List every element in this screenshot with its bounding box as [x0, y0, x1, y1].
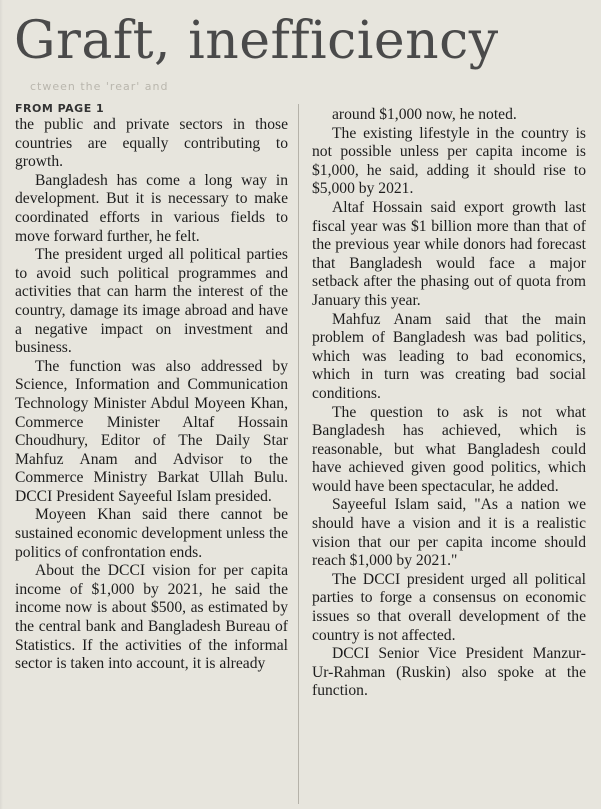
- paragraph: The question to ask is not what Bangladesh has achieved, which is reasonable, but what Bangladesh could have achieved given good politics, which would have been spectacular, he added.: [312, 403, 586, 495]
- paragraph: Moyeen Khan said there cannot be sustained economic development unless the politics of confrontation ends.: [15, 506, 288, 561]
- paragraph: Mahfuz Anam said that the main problem of Bangladesh was bad politics, which was leading to bad economics, which in turn was creating bad social conditions.: [312, 310, 586, 402]
- headline: Graft, inefficiency: [14, 11, 499, 71]
- bleed-through-text: ctween the 'rear' and: [30, 80, 169, 93]
- paragraph: The function was also addressed by Science, Information and Communication Technology Minister Abdul Moyeen Khan, Commerce Minister Altaf Hossain Choudhury, Editor of The Daily Star Mahfuz Anam and Advisor to the Commerce Ministry Barkat Ullah Bulu. DCCI President Sayeeful Islam presided.: [15, 357, 288, 505]
- right-column: [312, 106, 586, 701]
- paragraph: Altaf Hossain said export growth last fiscal year was $1 billion more than that of the previous year while donors had forecast that Bangladesh would face a major setback after the phasing out of quota from January this year.: [312, 198, 586, 309]
- column-divider: [298, 104, 299, 804]
- paragraph: DCCI Senior Vice President Manzur-Ur-Rahman (Ruskin) also spoke at the function.: [312, 645, 586, 700]
- paragraph: Bangladesh has come a long way in development. But it is necessary to make coordinated efforts in various fields to move forward further, he felt.: [15, 171, 288, 245]
- paragraph: the public and private sectors in those countries are equally contributing to growth.: [15, 116, 288, 171]
- left-column: [15, 102, 288, 674]
- paragraph: The DCCI president urged all political parties to forge a consensus on economic issues so that overall development of the country is not affected.: [312, 570, 586, 644]
- kicker: FROM PAGE 1: [15, 102, 105, 115]
- paragraph: around $1,000 now, he noted.: [332, 106, 517, 123]
- paragraph: About the DCCI vision for per capita income of $1,000 by 2021, he said the income now is about $500, as estimated by the central bank and Bangladesh Bureau of Statistics. If the activities of the informal sector is taken into account, it is already: [15, 562, 288, 673]
- paragraph: The president urged all political parties to avoid such political programmes and activities that can harm the interest of the country, damage its image abroad and have a negative impact on investment and business.: [15, 246, 288, 357]
- paragraph: Sayeeful Islam said, "As a nation we should have a vision and it is a realistic vision that our per capita income should reach $1,000 by 2021.": [312, 496, 586, 570]
- paragraph: The existing lifestyle in the country is not possible unless per capita income is $1,000, he said, adding it should rise to $5,000 by 2021.: [312, 124, 586, 198]
